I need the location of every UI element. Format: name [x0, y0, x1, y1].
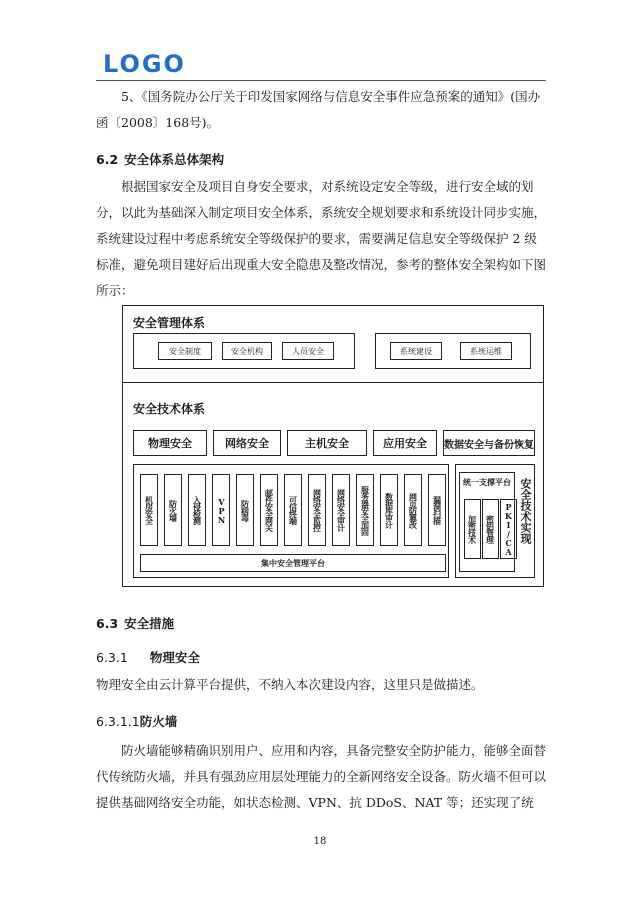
heading-6-3-1-1: [96, 712, 177, 730]
heading-number: 6.3.1.1: [96, 714, 140, 729]
impl-item: 网络安全监控: [308, 474, 326, 546]
logo: LOGO: [103, 50, 186, 78]
support-title: 统一支撑平台: [463, 477, 511, 487]
impl-item: 网页防篡改: [404, 474, 422, 546]
impl-item: 数据库审计: [380, 474, 398, 546]
chip-personnel: 人员安全: [282, 342, 334, 360]
support-item: 密钥管理: [482, 499, 499, 559]
tech-application: 应用安全: [373, 430, 437, 456]
tech-data: 数据安全与备份恢复: [443, 430, 535, 456]
heading-number: 6.3: [96, 616, 119, 631]
impl-item: 入侵检测: [188, 474, 206, 546]
chip-operations: 系统运维: [460, 342, 512, 360]
impl-item: VPN: [212, 474, 230, 546]
paragraph-6-3-1: 物理安全由云计算平台提供，不纳入本次建设内容，这里只是做描述。: [96, 677, 484, 692]
impl-item: 防病毒: [236, 474, 254, 546]
management-section: [123, 306, 543, 383]
heading-title: 安全体系总体架构: [124, 152, 225, 167]
heading-title: 防火墙: [139, 714, 178, 729]
security-architecture-diagram: [122, 305, 544, 587]
heading-number: 6.2: [96, 152, 119, 167]
chip-policy: 安全制度: [158, 342, 212, 360]
management-group-1: [133, 333, 355, 369]
tech-network: 网络安全: [213, 430, 281, 456]
implementation-label: 安全技术实现: [519, 478, 532, 544]
heading-number: 6.3.1: [96, 650, 128, 665]
header-rule: [96, 80, 546, 81]
chip-construction: 系统建设: [390, 342, 442, 360]
impl-item: 机房安全: [140, 474, 158, 546]
management-group-2: [375, 333, 531, 369]
support-item: 加密技术: [464, 499, 481, 559]
tech-physical: 物理安全: [133, 430, 207, 456]
heading-title: 物理安全: [149, 650, 200, 665]
management-title: 安全管理体系: [133, 316, 206, 330]
tech-host: 主机安全: [287, 430, 367, 456]
impl-item: 漏洞扫描: [428, 474, 446, 546]
heading-6-3: [96, 614, 174, 632]
chip-org: 安全机构: [222, 342, 272, 360]
paragraph-firewall: 防火墙能够精确识别用户、应用和内容，具备完整安全防护能力，能够全面替代传统防火墙，并具有强劲应用层处理能力的全新网络安全设备。防火墙不但可以提供基础网络安全功能，如状态检测、VPN、抗 DDoS、NAT 等；还实现了统: [96, 743, 547, 810]
heading-title: 安全措施: [124, 616, 175, 631]
tech-title: 安全技术体系: [133, 402, 206, 416]
support-item: PKI/CA: [500, 499, 517, 559]
page-number: 18: [313, 836, 327, 847]
impl-item: 邮件安全网关: [260, 474, 278, 546]
impl-item: 服务器安全加固: [356, 474, 374, 546]
heading-6-3-1: [96, 648, 200, 666]
central-management-platform: 集中安全管理平台: [140, 554, 446, 572]
heading-6-2: [96, 150, 224, 168]
paragraph-6-2: 根据国家安全及项目自身安全要求，对系统设定安全等级，进行安全域的划分，以此为基础深入制定项目安全体系，系统安全规划要求和系统设计同步实施，系统建设过程中考虑系统安全等级保护的要求，需要满足信息安全等级保护 2 级标准，避免项目建好后出现重大安全隐患及整改情况，参考的整体安全架构如下图所示：: [96, 179, 547, 298]
intro-paragraph: 5、《国务院办公厅关于印发国家网络与信息安全事件应急预案的通知》(国办函〔2008〕168号)。: [96, 89, 541, 130]
impl-item: 网络安全审计: [332, 474, 350, 546]
impl-item: 可信终端: [284, 474, 302, 546]
impl-item: 防火墙: [164, 474, 182, 546]
